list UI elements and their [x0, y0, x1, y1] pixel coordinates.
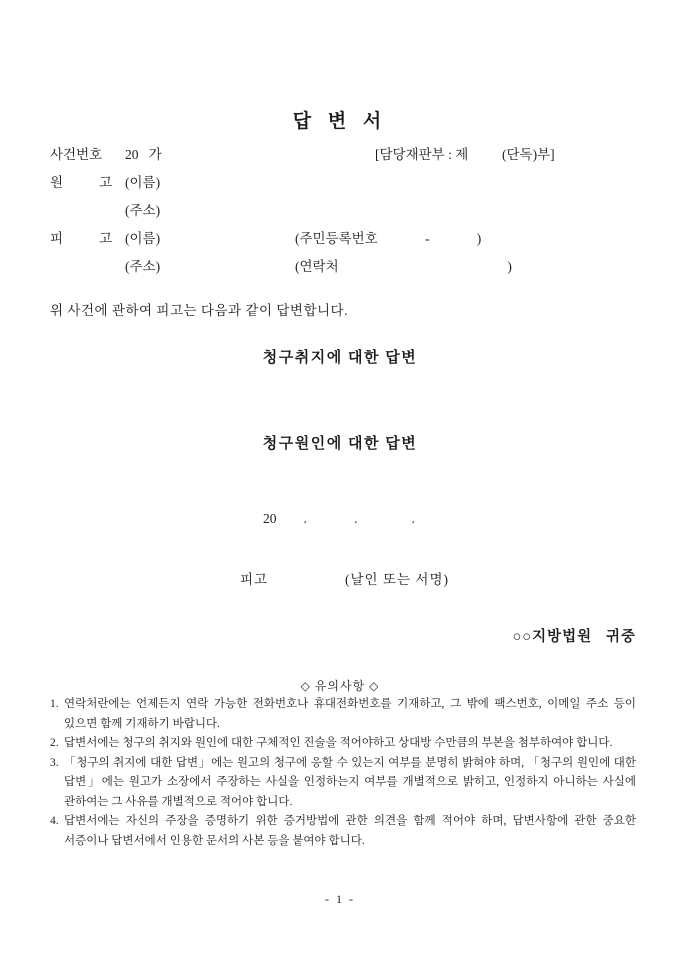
- note-number: 3.: [50, 756, 59, 769]
- addressed-court: ○○지방법원 귀중: [512, 629, 636, 645]
- plaintiff-row: [50, 171, 635, 193]
- defendant-rrn-placeholder: (주민등록번호 - ): [295, 231, 482, 246]
- note-item-2: [50, 734, 636, 754]
- case-number-label: 사건번호: [50, 147, 103, 162]
- note-text: 답변서에는 청구의 취지와 원인에 대한 구체적인 진술을 적어야하고 상대방 수만큼의 부본을 첨부하여야 합니다.: [64, 737, 613, 749]
- case-number-row: [50, 143, 635, 165]
- note-item-1: [50, 695, 636, 734]
- defendant-row: [50, 227, 635, 249]
- note-number: 4.: [50, 815, 59, 827]
- notes-list: [50, 695, 636, 851]
- note-item-3: [50, 754, 636, 813]
- date-line: 20 . . .: [263, 511, 415, 526]
- plaintiff-name-placeholder: (이름): [125, 175, 161, 190]
- case-number-value: 20 가: [125, 147, 162, 162]
- signature-row: [0, 568, 680, 590]
- signer-label: 피고: [240, 572, 269, 587]
- court-assignment: [담당재판부 : 제 (단독)부]: [375, 147, 555, 162]
- document-title: 답 변 서: [292, 111, 388, 132]
- note-number: 2.: [50, 737, 59, 749]
- plaintiff-address-row: [50, 199, 635, 221]
- defendant-label: 피 고: [50, 231, 112, 246]
- seal-or-signature-note: (날인 또는 서명): [345, 572, 449, 587]
- defendant-address-row: [50, 255, 635, 277]
- plaintiff-address-placeholder: (주소): [125, 203, 161, 218]
- defendant-contact-placeholder: (연락처 ): [295, 259, 512, 274]
- note-item-4: [50, 812, 636, 851]
- page-number: - 1 -: [325, 892, 355, 906]
- notes-title: ◇ 유의사항 ◇: [300, 679, 380, 693]
- defendant-address-placeholder: (주소): [125, 259, 161, 274]
- section-heading-claim-cause: 청구원인에 대한 답변: [262, 436, 418, 452]
- note-text: 「청구의 취지에 대한 답변」에는 원고의 청구에 응할 수 있는지 여부를 분명히 밝혀야 하며, 「청구의 원인에 대한 답변」에는 원고가 소장에서 주장하는 사실을 인정하는지 여부를 개별적으로 밝히고, 인정하지 아니하는 사실에 관하여는 그 사유를 개별적으로 적어야 합니다.: [64, 756, 636, 808]
- plaintiff-label: 원 고: [50, 175, 112, 190]
- note-text: 연락처란에는 언제든지 연락 가능한 전화번호나 휴대전화번호를 기재하고, 그 밖에 팩스번호, 이메일 주소 등이 있으면 함께 기재하기 바랍니다.: [64, 698, 636, 730]
- defendant-name-placeholder: (이름): [125, 231, 161, 246]
- note-number: 1.: [50, 698, 59, 710]
- intro-statement: 위 사건에 관하여 피고는 다음과 같이 답변합니다.: [50, 303, 348, 318]
- note-text: 답변서에는 자신의 주장을 증명하기 위한 증거방법에 관한 의견을 함께 적어야 하며, 답변사항에 관한 중요한 서증이나 답변서에서 인용한 문서의 사본 등을 붙여야 합니다.: [64, 815, 636, 847]
- section-heading-claim-purpose: 청구취지에 대한 답변: [262, 350, 418, 366]
